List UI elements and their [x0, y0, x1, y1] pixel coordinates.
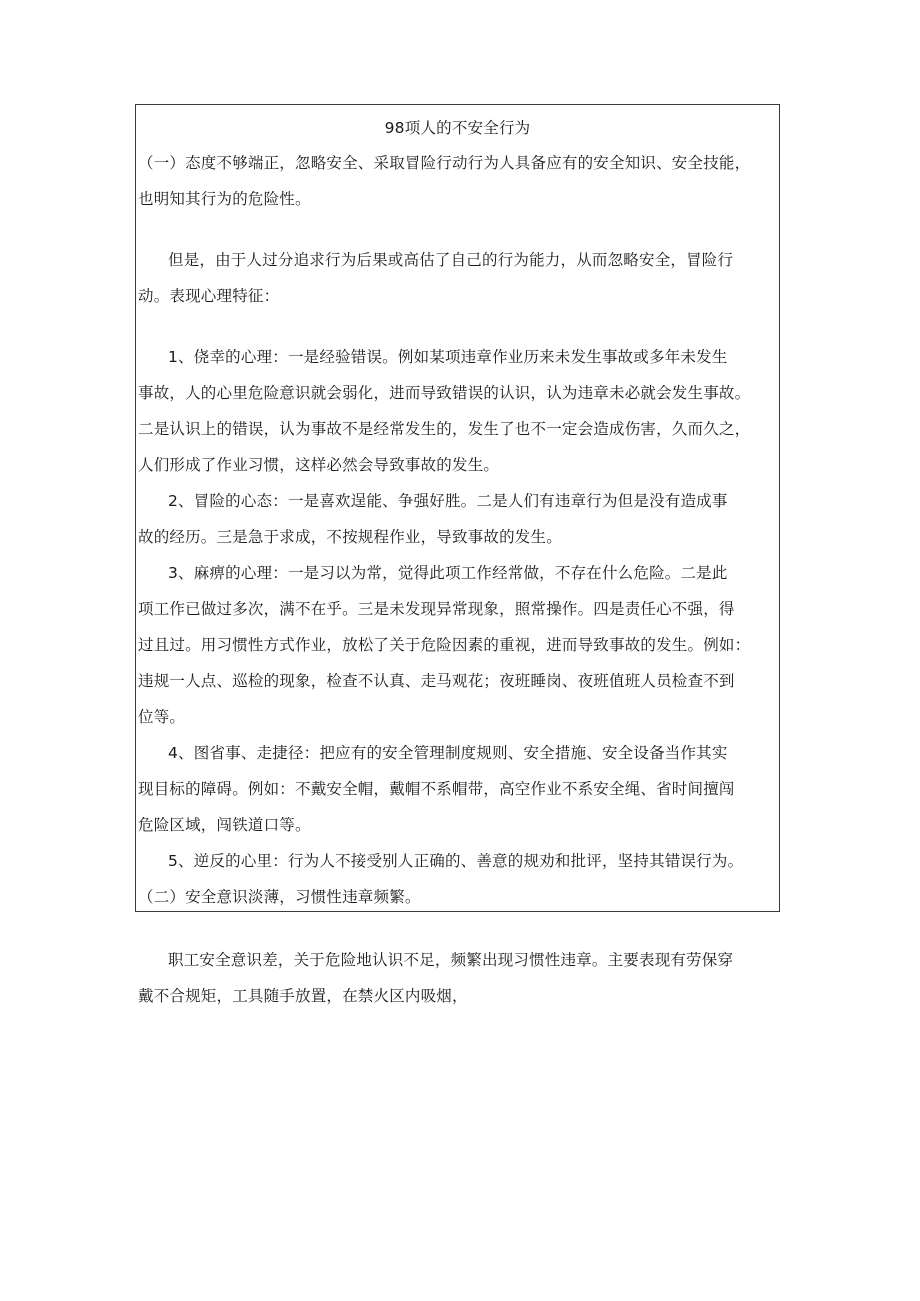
- paragraph-line: 违规一人点、巡检的现象，检查不认真、走马观花；夜班睡岗、夜班值班人员检查不到: [138, 672, 735, 690]
- paragraph-line: 故的经历。三是急于求成，不按规程作业，导致事故的发生。: [138, 528, 562, 546]
- paragraph-line: 2、冒险的心态：一是喜欢逞能、争强好胜。二是人们有违章行为但是没有造成事: [168, 492, 728, 510]
- paragraph-line: 二是认识上的错误，认为事故不是经常发生的，发生了也不一定会造成伤害，久而久之，: [138, 420, 751, 438]
- paragraph-line: 现目标的障碍。例如：不戴安全帽，戴帽不系帽带，高空作业不系安全绳、省时间擅闯: [138, 780, 735, 798]
- paragraph-line: 动。表现心理特征：: [138, 287, 280, 305]
- paragraph-line: 3、麻痹的心理：一是习以为常，觉得此项工作经常做，不存在什么危险。二是此: [168, 564, 728, 582]
- document-title: 98项人的不安全行为: [384, 119, 531, 137]
- paragraph-line: 项工作已做过多次，满不在乎。三是未发现异常现象，照常操作。四是责任心不强，得: [138, 600, 735, 618]
- paragraph-line: 但是，由于人过分追求行为后果或高估了自己的行为能力，从而忽略安全，冒险行: [168, 251, 734, 269]
- paragraph-line: 位等。: [138, 708, 186, 726]
- body-paragraph-line: 戴不合规矩，工具随手放置，在禁火区内吸烟，: [138, 987, 468, 1005]
- paragraph-line: 5、逆反的心里：行为人不接受别人正确的、善意的规劝和批评，坚持其错误行为。: [168, 852, 744, 870]
- paragraph-line: （一）态度不够端正，忽略安全、采取冒险行动行为人具备应有的安全知识、安全技能，: [138, 154, 751, 172]
- paragraph-line: 事故，人的心里危险意识就会弱化，进而导致错误的认识，认为违章未必就会发生事故。: [138, 384, 751, 402]
- paragraph-line: 也明知其行为的危险性。: [138, 190, 311, 208]
- paragraph-line: 人们形成了作业习惯，这样必然会导致事故的发生。: [138, 456, 500, 474]
- paragraph-line: 4、图省事、走捷径：把应有的安全管理制度规则、安全措施、安全设备当作其实: [168, 744, 728, 762]
- paragraph-line: 危险区域，闯铁道口等。: [138, 816, 311, 834]
- paragraph-line: （二）安全意识淡薄，习惯性违章频繁。: [138, 888, 421, 906]
- paragraph-line: 1、侥幸的心理：一是经验错误。例如某项违章作业历来未发生事故或多年未发生: [168, 348, 728, 366]
- paragraph-line: 过且过。用习惯性方式作业，放松了关于危险因素的重视，进而导致事故的发生。例如：: [138, 636, 751, 654]
- body-paragraph-line: 职工安全意识差，关于危险地认识不足，频繁出现习惯性违章。主要表现有劳保穿: [168, 951, 734, 969]
